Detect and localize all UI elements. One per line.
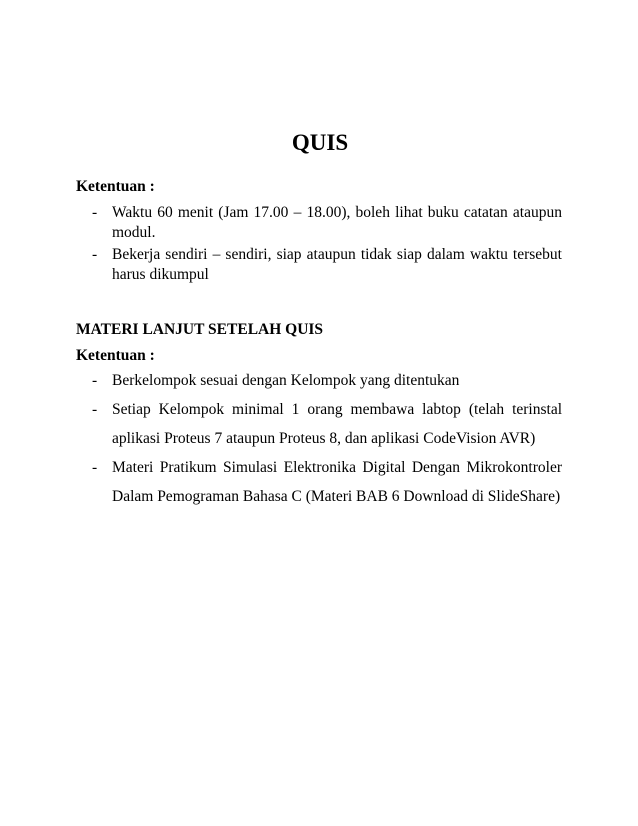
bullet-dash: - (92, 246, 98, 263)
list-item-text: Setiap Kelompok minimal 1 orang membawa labtop (telah terinstal aplikasi Proteus 7 ataupun Proteus 8, dan aplikasi CodeVision AVR) (112, 401, 562, 447)
list-item (76, 245, 562, 285)
section-title: MATERI LANJUT SETELAH QUIS (76, 321, 324, 338)
bullet-dash: - (92, 372, 98, 389)
bullet-dash: - (92, 204, 98, 221)
bullet-dash: - (92, 459, 98, 476)
quiz-rules-list (76, 203, 562, 285)
bullet-dash: - (92, 401, 98, 418)
materi-rules-list (76, 366, 562, 511)
list-item-text: Bekerja sendiri – sendiri, siap ataupun tidak siap dalam waktu tersebut harus dikumpul (112, 246, 562, 283)
ketentuan-heading: Ketentuan : (76, 347, 155, 364)
list-item (76, 366, 562, 395)
list-item-text: Waktu 60 menit (Jam 17.00 – 18.00), boleh lihat buku catatan ataupun modul. (112, 204, 562, 241)
list-item (76, 453, 562, 511)
list-item-text: Materi Pratikum Simulasi Elektronika Digital Dengan Mikrokontroler Dalam Pemograman Bahasa C (Materi BAB 6 Download di SlideShare) (112, 459, 562, 505)
list-item (76, 203, 562, 243)
list-item-text: Berkelompok sesuai dengan Kelompok yang ditentukan (112, 372, 460, 389)
ketentuan-heading: Ketentuan : (76, 178, 155, 195)
list-item (76, 395, 562, 453)
page-title: QUIS (291, 130, 349, 155)
